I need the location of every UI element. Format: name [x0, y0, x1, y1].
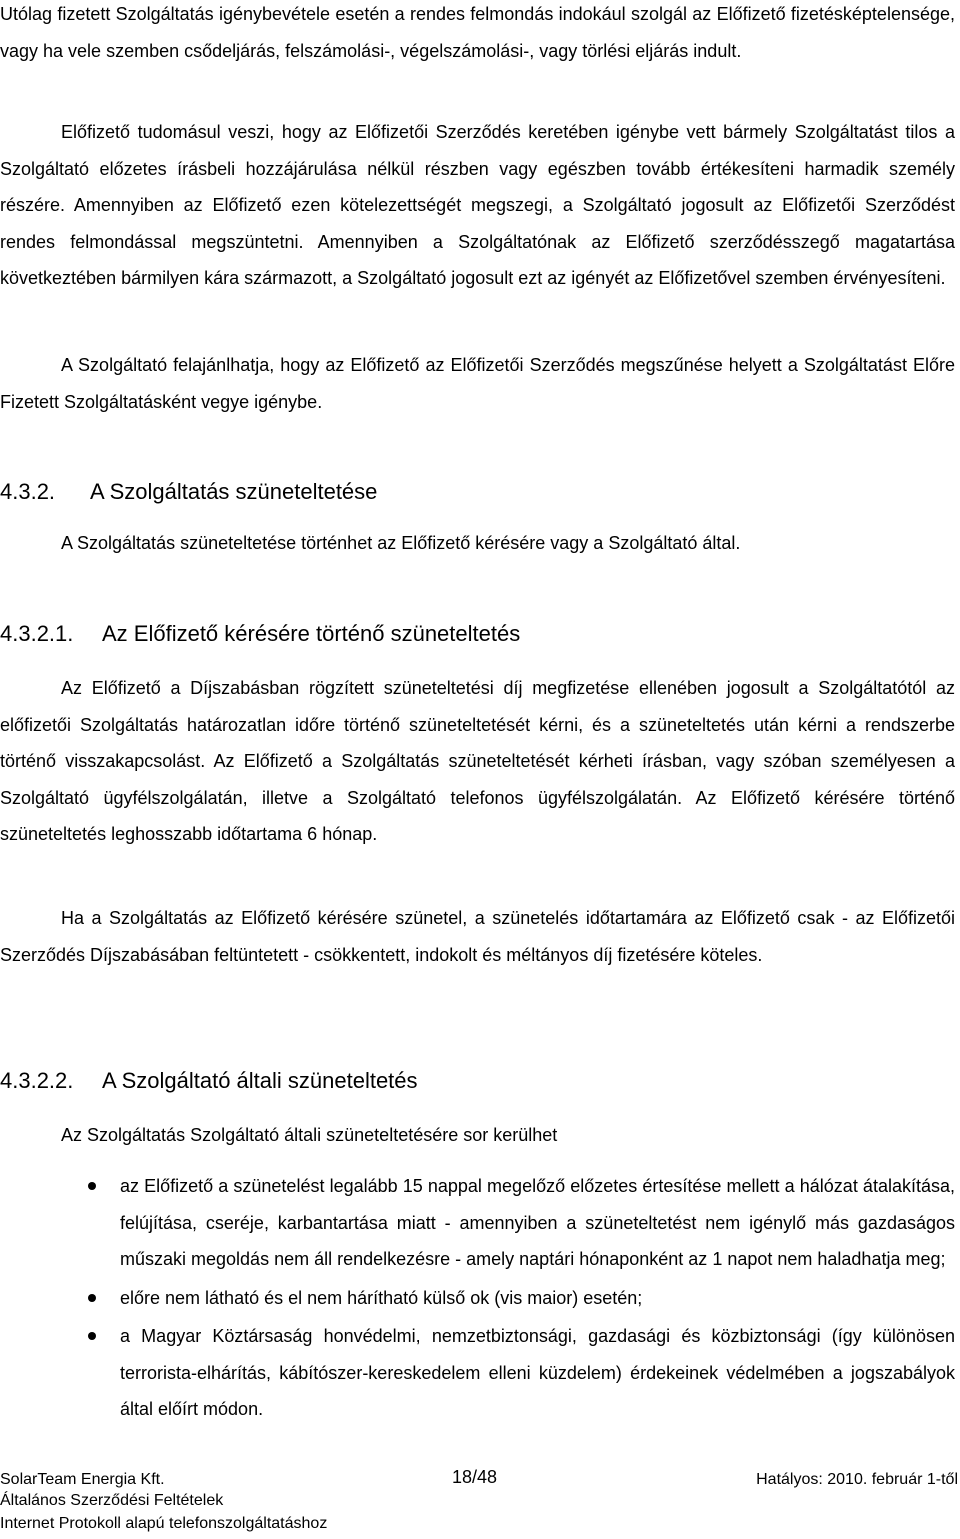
section-heading-4-3-2-2: [0, 1066, 418, 1096]
list-item: [0, 1168, 955, 1278]
paragraph-subscriber-request: Az Előfizető a Díjszabásban rögzített szüneteltetési díj megfizetése ellenében jogosult a Szolgáltatótól az előfizetői Szolgáltatás határozatlan időre történő szüneteltetését kérni, és a szüneteltetés után kérni a rendszerbe történő visszakapcsolást. Az Előfizető a Szolgáltatás szüneteltetését kérheti írásban, vagy szóban személyesen a Szolgáltató ügyfélszolgálatán, illetve a Szolgáltató telefonos ügyfélszolgálatán. Az Előfizető kérésére történő szüneteltetés leghosszabb időtartama 6 hónap.: [0, 678, 955, 844]
list-item-text: a Magyar Köztársaság honvédelmi, nemzetbiztonsági, gazdasági és közbiztonsági (így különösen terrorista-elhárítás, kábítószer-kereskedelem elleni küzdelem) érdekeinek védelmében a jogszabályok által előírt módon.: [120, 1326, 955, 1419]
bullet-icon: [88, 1332, 96, 1340]
paragraph-resale-prohibition: Előfizető tudomásul veszi, hogy az Előfizetői Szerződés keretében igénybe vett bármely Szolgáltatást tilos a Szolgáltató előzetes írásbeli hozzájárulása nélkül részben vagy egészben tovább értékesíteni harmadik személy részére. Amennyiben az Előfizető ezen kötelezettségét megszegi, a Szolgáltató jogosult az Előfizetői Szerződést rendes felmondással megszüntetni. Amennyiben a Szolgáltatónak az Előfizető szerződésszegő magatartása következtében bármilyen kára származott, a Szolgáltató jogosult ezt az igényét az Előfizetővel szemben érvényesíteni.: [0, 122, 955, 288]
footer-effective-date: Hatályos: 2010. február 1-től: [756, 1471, 958, 1488]
section-heading-4-3-2: [0, 477, 377, 507]
section-title: Az Előfizető kérésére történő szüneteltetés: [102, 621, 521, 646]
section-number: 4.3.2.1.: [0, 621, 74, 646]
section-heading-4-3-2-1: [0, 619, 520, 649]
list-item: [0, 1318, 955, 1428]
bullet-icon: [88, 1182, 96, 1190]
page-footer: [0, 1467, 960, 1539]
paragraph-reduced-fee: Ha a Szolgáltatás az Előfizető kérésére szünetel, a szünetelés időtartamára az Előfizető csak - az Előfizetői Szerződés Díjszabásában feltüntetett - csökkentett, indokolt és méltányos díj fizetésére köteles.: [0, 908, 955, 965]
footer-doc-subtitle: Internet Protokoll alapú telefonszolgáltatáshoz: [0, 1515, 328, 1532]
list-item-text: előre nem látható és el nem hárítható külső ok (vis maior) esetén;: [120, 1287, 643, 1308]
paragraph-suspension-intro: A Szolgáltatás szüneteltetése történhet az Előfizető kérésére vagy a Szolgáltató által.: [61, 533, 741, 553]
list-item: [0, 1280, 955, 1317]
footer-page-number: 18/48: [452, 1467, 498, 1487]
section-number: 4.3.2.: [0, 479, 56, 504]
paragraph-prepaid-offer: A Szolgáltató felajánlhatja, hogy az Előfizető az Előfizetői Szerződés megszűnése helyett a Szolgáltatást Előre Fizetett Szolgáltatásként vegye igénybe.: [0, 355, 955, 412]
footer-doc-title: Általános Szerződési Feltételek: [0, 1492, 224, 1509]
paragraph-insolvency: Utólag fizetett Szolgáltatás igénybevétele esetén a rendes felmondás indokául szolgál az Előfizető fizetésképtelensége, vagy ha vele szemben csődeljárás, felszámolási-, végelszámolási-, vagy törlési eljárás indult.: [0, 4, 955, 61]
bullet-icon: [88, 1294, 96, 1302]
footer-company: SolarTeam Energia Kft.: [0, 1471, 165, 1488]
list-item-text: az Előfizető a szünetelést legalább 15 nappal megelőző előzetes értesítése mellett a hálózat átalakítása, felújítása, cseréje, karbantartása miatt - amennyiben a szüneteltetést nem igénylő más gazdaságos műszaki megoldás nem áll rendelkezésre - amely naptári hónaponként az 1 napot nem haladhatja meg;: [120, 1176, 955, 1269]
section-number: 4.3.2.2.: [0, 1068, 74, 1093]
section-title: A Szolgáltató általi szüneteltetés: [102, 1068, 418, 1093]
paragraph-provider-suspension: Az Szolgáltatás Szolgáltató általi szüneteltetésére sor kerülhet: [61, 1125, 558, 1145]
section-title: A Szolgáltatás szüneteltetése: [90, 479, 378, 504]
suspension-reasons-list: [0, 1168, 955, 1428]
